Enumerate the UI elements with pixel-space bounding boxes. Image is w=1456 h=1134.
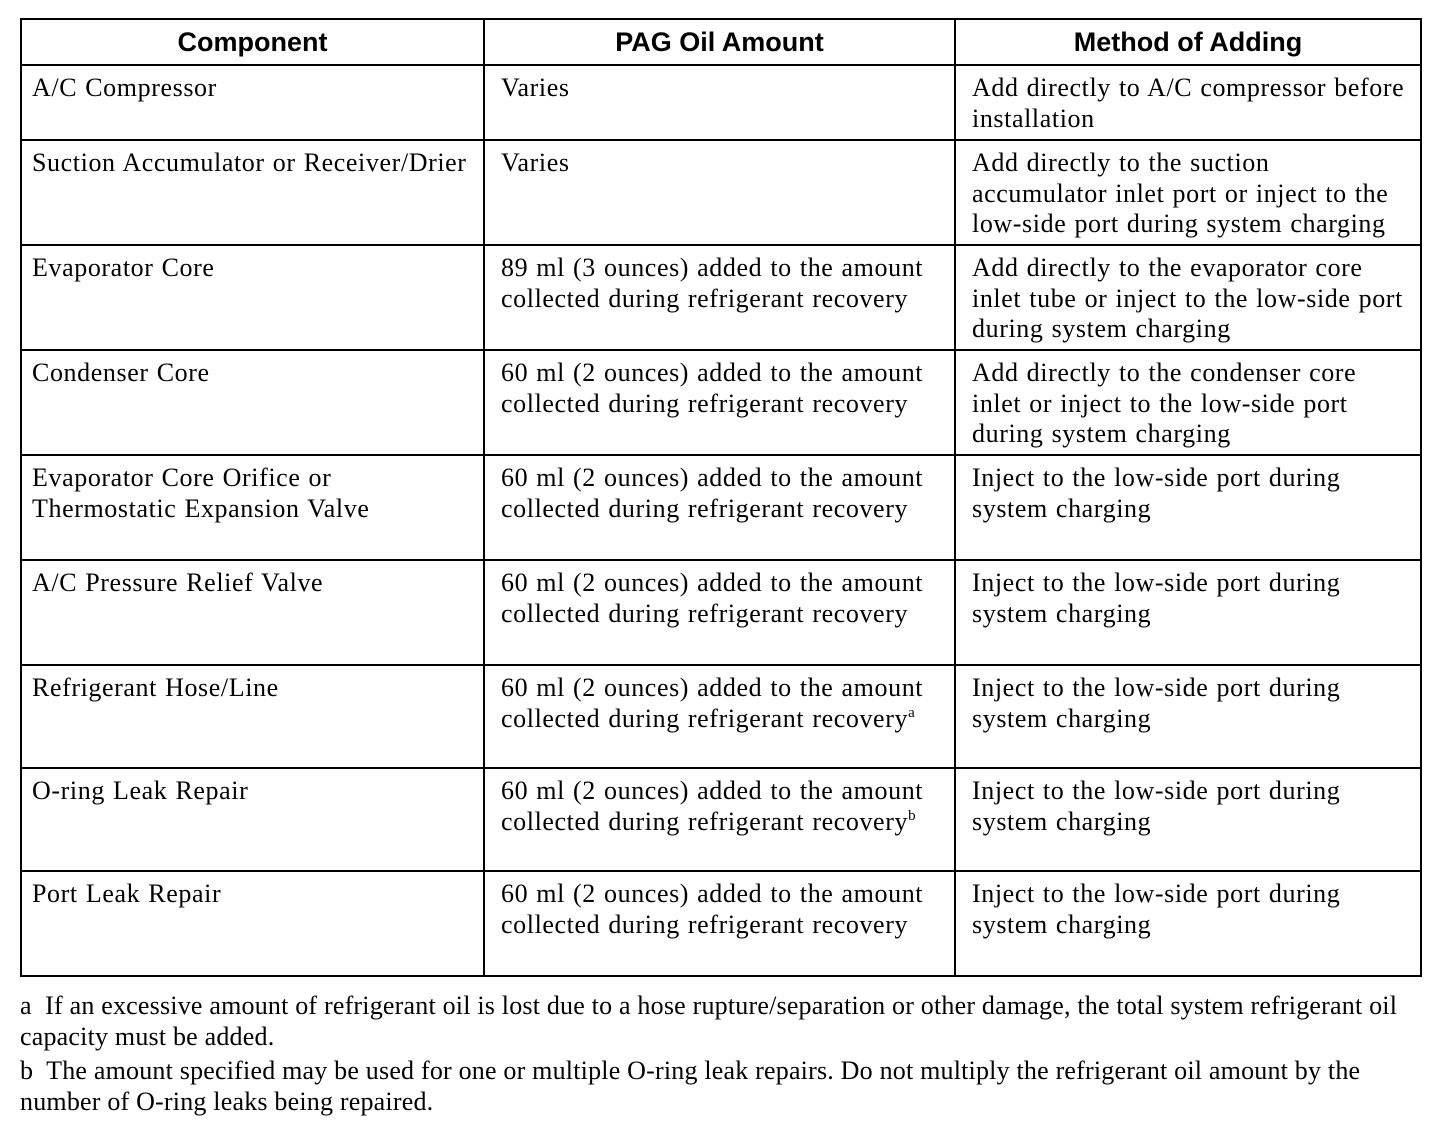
footnote-ref-b: b xyxy=(908,807,917,824)
footnote-b xyxy=(20,1055,1420,1117)
footnote-ref-a: a xyxy=(908,704,916,721)
header-method-of-adding: Method of Adding xyxy=(955,19,1421,65)
table-row xyxy=(21,65,1421,140)
component-cell: Evaporator Core xyxy=(21,245,484,350)
amount-cell xyxy=(484,665,955,768)
amount-text: Varies xyxy=(501,148,570,177)
method-cell: Add directly to A/C compressor before installation xyxy=(955,65,1421,140)
pag-oil-table xyxy=(20,18,1422,977)
footnote-a xyxy=(20,990,1420,1052)
amount-cell xyxy=(484,350,955,455)
table-row xyxy=(21,455,1421,560)
table-row xyxy=(21,350,1421,455)
amount-cell xyxy=(484,140,955,245)
amount-cell xyxy=(484,245,955,350)
method-cell: Add directly to the suction accumulator inlet port or inject to the low-side port during system charging xyxy=(955,140,1421,245)
component-cell: Refrigerant Hose/Line xyxy=(21,665,484,768)
amount-text: 60 ml (2 ounces) added to the amount collected during refrigerant recovery xyxy=(501,776,924,836)
table-row xyxy=(21,560,1421,665)
component-cell: A/C Pressure Relief Valve xyxy=(21,560,484,665)
footnotes xyxy=(20,990,1420,1117)
header-component: Component xyxy=(21,19,484,65)
component-cell: Suction Accumulator or Receiver/Drier xyxy=(21,140,484,245)
component-cell: Port Leak Repair xyxy=(21,871,484,976)
table-row xyxy=(21,665,1421,768)
table-row xyxy=(21,245,1421,350)
method-cell: Inject to the low-side port during system charging xyxy=(955,768,1421,871)
amount-text: 60 ml (2 ounces) added to the amount collected during refrigerant recovery xyxy=(501,673,924,733)
component-cell: Condenser Core xyxy=(21,350,484,455)
method-cell: Inject to the low-side port during system charging xyxy=(955,665,1421,768)
amount-text: Varies xyxy=(501,73,570,102)
amount-cell xyxy=(484,65,955,140)
amount-text: 89 ml (3 ounces) added to the amount collected during refrigerant recovery xyxy=(501,253,924,313)
footnote-mark: a xyxy=(20,991,32,1020)
amount-text: 60 ml (2 ounces) added to the amount collected during refrigerant recovery xyxy=(501,568,924,628)
amount-cell xyxy=(484,768,955,871)
amount-cell xyxy=(484,455,955,560)
amount-text: 60 ml (2 ounces) added to the amount collected during refrigerant recovery xyxy=(501,463,924,523)
footnote-mark: b xyxy=(20,1056,34,1085)
amount-cell xyxy=(484,560,955,665)
method-cell: Add directly to the condenser core inlet or inject to the low-side port during system charging xyxy=(955,350,1421,455)
method-cell: Inject to the low-side port during system charging xyxy=(955,455,1421,560)
component-cell: O-ring Leak Repair xyxy=(21,768,484,871)
table-row xyxy=(21,140,1421,245)
method-cell: Add directly to the evaporator core inlet tube or inject to the low-side port during system charging xyxy=(955,245,1421,350)
header-pag-oil-amount: PAG Oil Amount xyxy=(484,19,955,65)
table-header-row xyxy=(21,19,1421,65)
method-cell: Inject to the low-side port during system charging xyxy=(955,560,1421,665)
amount-cell xyxy=(484,871,955,976)
footnote-text: If an excessive amount of refrigerant oil is lost due to a hose rupture/separation or other damage, the total system refrigerant oil capacity must be added. xyxy=(20,991,1398,1051)
footnote-text: The amount specified may be used for one or multiple O-ring leak repairs. Do not multiply the refrigerant oil amount by the number of O-ring leaks being repaired. xyxy=(20,1056,1361,1116)
method-cell: Inject to the low-side port during system charging xyxy=(955,871,1421,976)
table-row xyxy=(21,871,1421,976)
amount-text: 60 ml (2 ounces) added to the amount collected during refrigerant recovery xyxy=(501,879,924,939)
component-cell: A/C Compressor xyxy=(21,65,484,140)
component-cell: Evaporator Core Orifice or Thermostatic Expansion Valve xyxy=(21,455,484,560)
table-row xyxy=(21,768,1421,871)
amount-text: 60 ml (2 ounces) added to the amount collected during refrigerant recovery xyxy=(501,358,924,418)
